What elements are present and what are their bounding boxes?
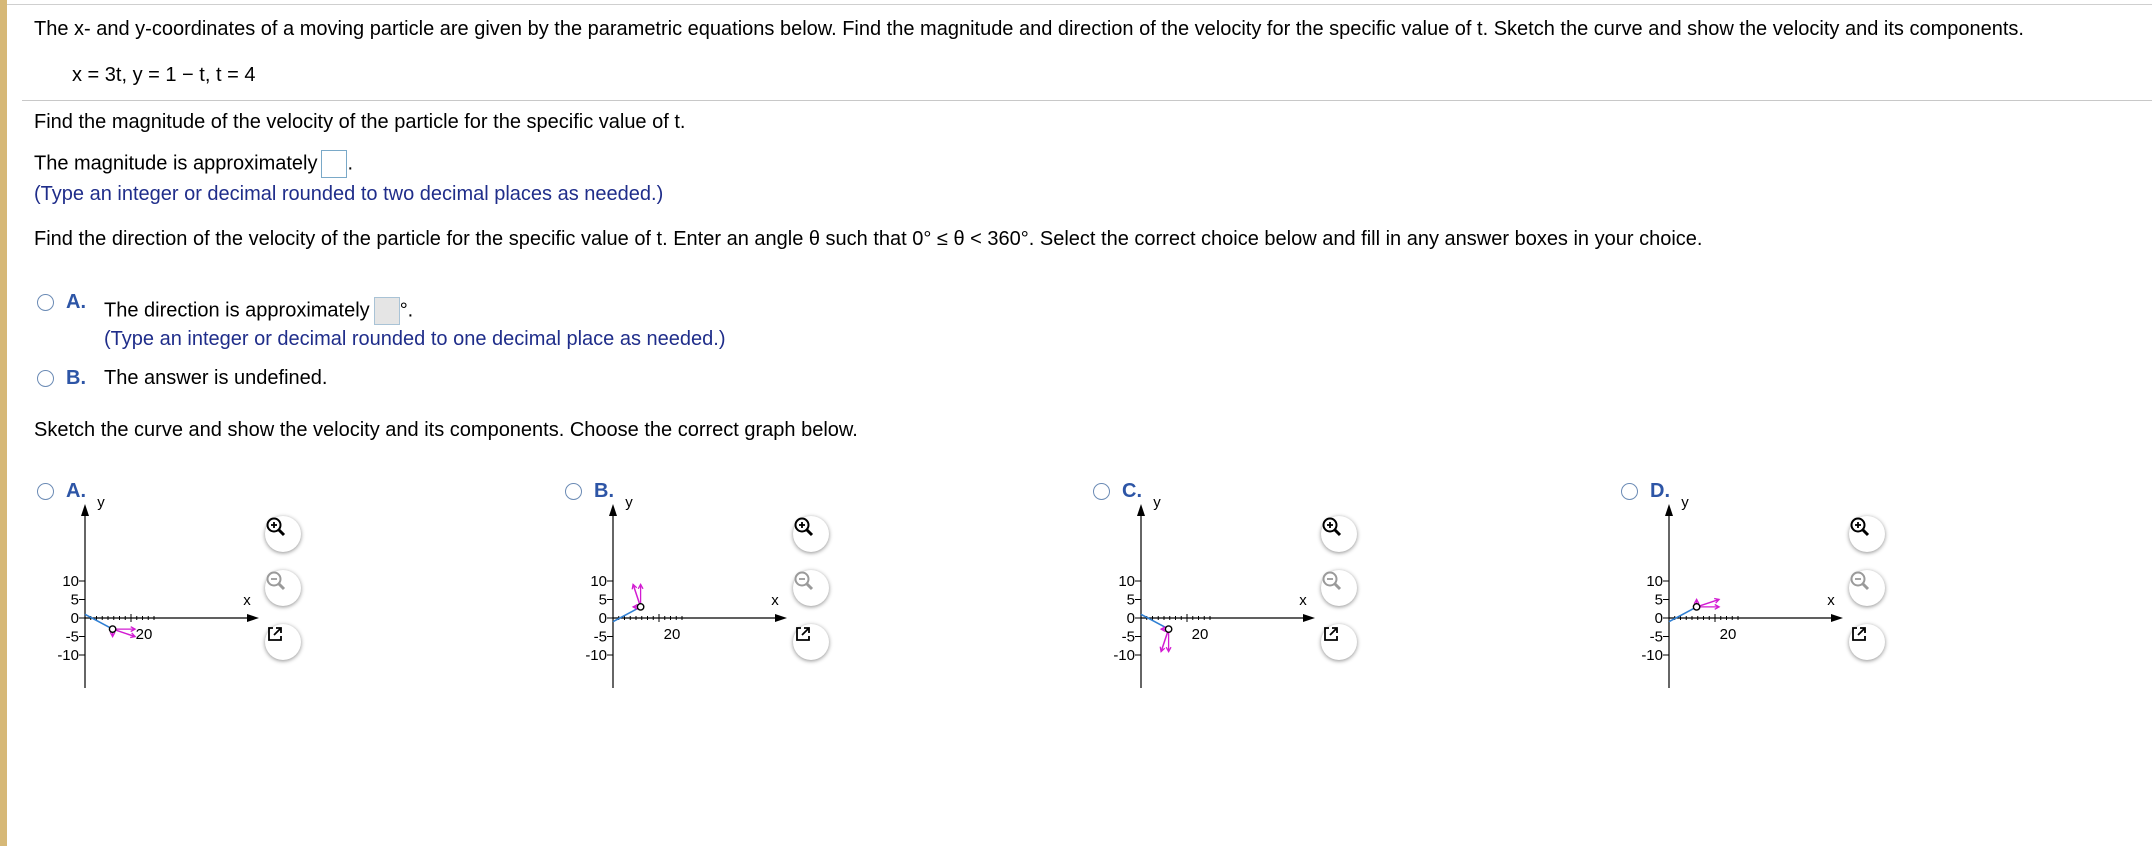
graph-plot bbox=[1093, 478, 1353, 678]
part2-prompt: Find the direction of the velocity of the particle for the specific value of t. Enter an angle θ such that 0° ≤ θ < 360°. Select the correct choice below and fill in any answer boxes in your choice. bbox=[34, 228, 1703, 250]
equation: x = 3t, y = 1 − t, t = 4 bbox=[72, 64, 256, 86]
choice-a-hint: (Type an integer or decimal rounded to one decimal place as needed.) bbox=[104, 328, 726, 350]
tick-y-5: 5 bbox=[1654, 591, 1663, 609]
tick-y-5: 5 bbox=[1126, 591, 1135, 609]
particle-point bbox=[637, 604, 643, 610]
part3-prompt: Sketch the curve and show the velocity and its components. Choose the correct graph below. bbox=[34, 419, 858, 441]
tick-x-20: 20 bbox=[1191, 626, 1209, 643]
x-axis-label: x bbox=[771, 592, 779, 609]
part1-prompt: Find the magnitude of the velocity of the particle for the specific value of t. bbox=[34, 111, 686, 133]
zoom-in-button[interactable] bbox=[793, 516, 829, 552]
zoom-out-button[interactable] bbox=[1849, 570, 1885, 606]
tick-y-5: 5 bbox=[598, 591, 607, 609]
tick-y-0: 0 bbox=[598, 610, 607, 627]
graph-option-c-letter: C. bbox=[1122, 480, 1142, 502]
tick-y-0: 0 bbox=[1654, 610, 1663, 627]
y-axis-label: y bbox=[97, 494, 105, 511]
choice-a-text: The direction is approximately bbox=[104, 299, 370, 322]
particle-point bbox=[1165, 626, 1171, 632]
y-axis-arrow bbox=[609, 504, 617, 516]
graph-plot bbox=[565, 478, 825, 678]
tick-y-m10: -10 bbox=[1641, 647, 1663, 664]
zoom-out-button[interactable] bbox=[265, 570, 301, 606]
tick-y-m10: -10 bbox=[1113, 647, 1135, 664]
graph-option-a bbox=[37, 478, 377, 678]
tick-y-m5: -5 bbox=[65, 628, 79, 646]
tick-y-10: 10 bbox=[62, 573, 79, 590]
x-axis-label: x bbox=[1299, 592, 1307, 609]
magnitude-prefix: The magnitude is approximately bbox=[34, 152, 318, 175]
graph-option-d bbox=[1621, 478, 1961, 678]
x-axis-arrow bbox=[775, 614, 787, 622]
graph-option-b-letter: B. bbox=[594, 480, 614, 502]
tick-y-m5: -5 bbox=[1649, 628, 1663, 646]
y-axis-label: y bbox=[1681, 494, 1689, 511]
zoom-out-button[interactable] bbox=[1321, 570, 1357, 606]
popout-button[interactable] bbox=[793, 624, 829, 660]
graph-option-c bbox=[1093, 478, 1433, 678]
tick-y-10: 10 bbox=[1118, 573, 1135, 590]
choice-b-radio[interactable] bbox=[37, 370, 54, 387]
choice-a-letter: A. bbox=[66, 291, 86, 313]
graph-plot bbox=[1621, 478, 1881, 678]
x-axis-arrow bbox=[247, 614, 259, 622]
section-divider bbox=[22, 100, 2152, 101]
tick-y-10: 10 bbox=[1646, 573, 1663, 590]
tick-y-m10: -10 bbox=[57, 647, 79, 664]
y-axis-label: y bbox=[1153, 494, 1161, 511]
choice-a-line bbox=[104, 297, 413, 325]
graph-option-b bbox=[565, 478, 905, 678]
question-text: The x- and y-coordinates of a moving particle are given by the parametric equations below. Find the magnitude and direction of the velocity for the specific value of t. Sketch the curve and show the velocity and its components. bbox=[34, 18, 2024, 40]
x-axis-label: x bbox=[243, 592, 251, 609]
x-axis-arrow bbox=[1831, 614, 1843, 622]
tick-y-m5: -5 bbox=[593, 628, 607, 646]
tick-y-10: 10 bbox=[590, 573, 607, 590]
popout-button[interactable] bbox=[1849, 624, 1885, 660]
graph-option-d-letter: D. bbox=[1650, 480, 1670, 502]
y-axis-arrow bbox=[81, 504, 89, 516]
tick-x-20: 20 bbox=[1719, 626, 1737, 643]
top-divider bbox=[7, 4, 2152, 5]
magnitude-suffix: . bbox=[347, 152, 354, 175]
particle-point bbox=[1693, 604, 1699, 610]
tick-y-m5: -5 bbox=[1121, 628, 1135, 646]
magnitude-line bbox=[34, 150, 353, 178]
zoom-out-button[interactable] bbox=[793, 570, 829, 606]
graph-option-a-letter: A. bbox=[66, 480, 86, 502]
tick-y-0: 0 bbox=[70, 610, 79, 627]
graph-plot bbox=[37, 478, 297, 678]
choice-a-radio[interactable] bbox=[37, 294, 54, 311]
tick-x-20: 20 bbox=[135, 626, 153, 643]
zoom-in-button[interactable] bbox=[1849, 516, 1885, 552]
y-axis-arrow bbox=[1665, 504, 1673, 516]
particle-point bbox=[109, 626, 115, 632]
tick-y-m10: -10 bbox=[585, 647, 607, 664]
direction-answer-box[interactable] bbox=[374, 297, 400, 325]
zoom-in-button[interactable] bbox=[1321, 516, 1357, 552]
y-axis-label: y bbox=[625, 494, 633, 511]
left-accent-bar bbox=[0, 0, 7, 846]
tick-y-0: 0 bbox=[1126, 610, 1135, 627]
tick-y-5: 5 bbox=[70, 591, 79, 609]
popout-button[interactable] bbox=[265, 624, 301, 660]
magnitude-answer-box[interactable] bbox=[321, 150, 347, 178]
popout-button[interactable] bbox=[1321, 624, 1357, 660]
choice-b-letter: B. bbox=[66, 367, 86, 389]
x-axis-label: x bbox=[1827, 592, 1835, 609]
zoom-in-button[interactable] bbox=[265, 516, 301, 552]
magnitude-hint: (Type an integer or decimal rounded to two decimal places as needed.) bbox=[34, 183, 664, 205]
choice-a-suffix: °. bbox=[399, 299, 414, 322]
x-axis-arrow bbox=[1303, 614, 1315, 622]
y-axis-arrow bbox=[1137, 504, 1145, 516]
tick-x-20: 20 bbox=[663, 626, 681, 643]
choice-b-text: The answer is undefined. bbox=[104, 367, 328, 389]
